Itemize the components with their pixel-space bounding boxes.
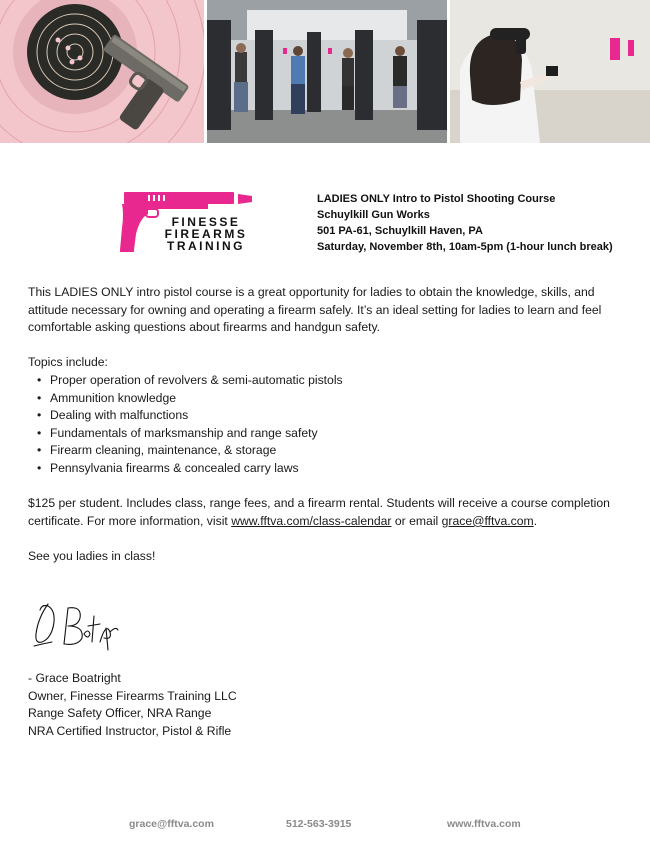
class-calendar-link[interactable]: www.fftva.com/class-calendar — [231, 513, 392, 528]
list-item: • Dealing with malfunctions — [50, 407, 628, 425]
signer-title: Range Safety Officer, NRA Range — [28, 706, 212, 721]
list-item: • Proper operation of revolvers & semi-automatic pistols — [50, 372, 628, 390]
pricing-middle: or email — [391, 513, 442, 528]
course-datetime: Saturday, November 8th, 10am-5pm (1-hour lunch break) — [317, 241, 613, 253]
finesse-firearms-training-logo — [118, 188, 258, 254]
footer-phone: 512-563-3915 — [286, 818, 352, 830]
logo-line-3: TRAINING — [167, 239, 245, 253]
course-title: LADIES ONLY Intro to Pistol Shooting Course — [317, 193, 556, 205]
footer-email[interactable]: grace@fftva.com — [129, 818, 214, 830]
list-item: • Pennsylvania firearms & concealed carry laws — [50, 460, 628, 478]
logo-line-1: FINESSE — [171, 215, 241, 229]
pricing-paragraph — [28, 495, 628, 530]
course-venue: Schuylkill Gun Works — [317, 209, 430, 221]
signer-name: - Grace Boatright — [28, 671, 121, 685]
pricing-text: $125 per student. Includes class, range fees, and a firearm rental. Students will receive a course completion certificate. For more information, visit — [28, 496, 610, 528]
signer-title: Owner, Finesse Firearms Training LLC — [28, 688, 237, 703]
course-address: 501 PA-61, Schuylkill Haven, PA — [317, 225, 483, 237]
topics-heading: Topics include: — [28, 355, 108, 370]
course-info — [317, 191, 613, 255]
list-item: • Firearm cleaning, maintenance, & storage — [50, 442, 628, 460]
closing-line: See you ladies in class! — [28, 548, 156, 563]
header-photo-strip — [0, 0, 650, 143]
target-with-pistol-photo — [0, 0, 204, 143]
intro-paragraph: This LADIES ONLY intro pistol course is a great opportunity for ladies to obtain the knowledge, skills, and attitude necessary for owning and operating a firearm safely. It’s an ideal setting for ladies to learn and feel comfortable asking questions about firearms and handgun safety. — [28, 285, 602, 335]
shooting-range-lanes-photo — [207, 0, 447, 143]
list-item: • Fundamentals of marksmanship and range safety — [50, 425, 628, 443]
list-item: • Ammunition knowledge — [50, 390, 628, 408]
pricing-end: . — [533, 513, 538, 528]
topics-list — [28, 372, 628, 478]
signoff-block — [28, 670, 237, 740]
handwritten-signature — [28, 598, 123, 656]
email-link[interactable]: grace@fftva.com — [441, 513, 534, 528]
woman-aiming-pistol-photo — [450, 0, 650, 143]
logo-line-2: FIREARMS — [164, 227, 248, 241]
letter-body — [28, 284, 628, 566]
signer-title: NRA Certified Instructor, Pistol & Rifle — [28, 723, 232, 738]
footer-website[interactable]: www.fftva.com — [447, 818, 521, 830]
